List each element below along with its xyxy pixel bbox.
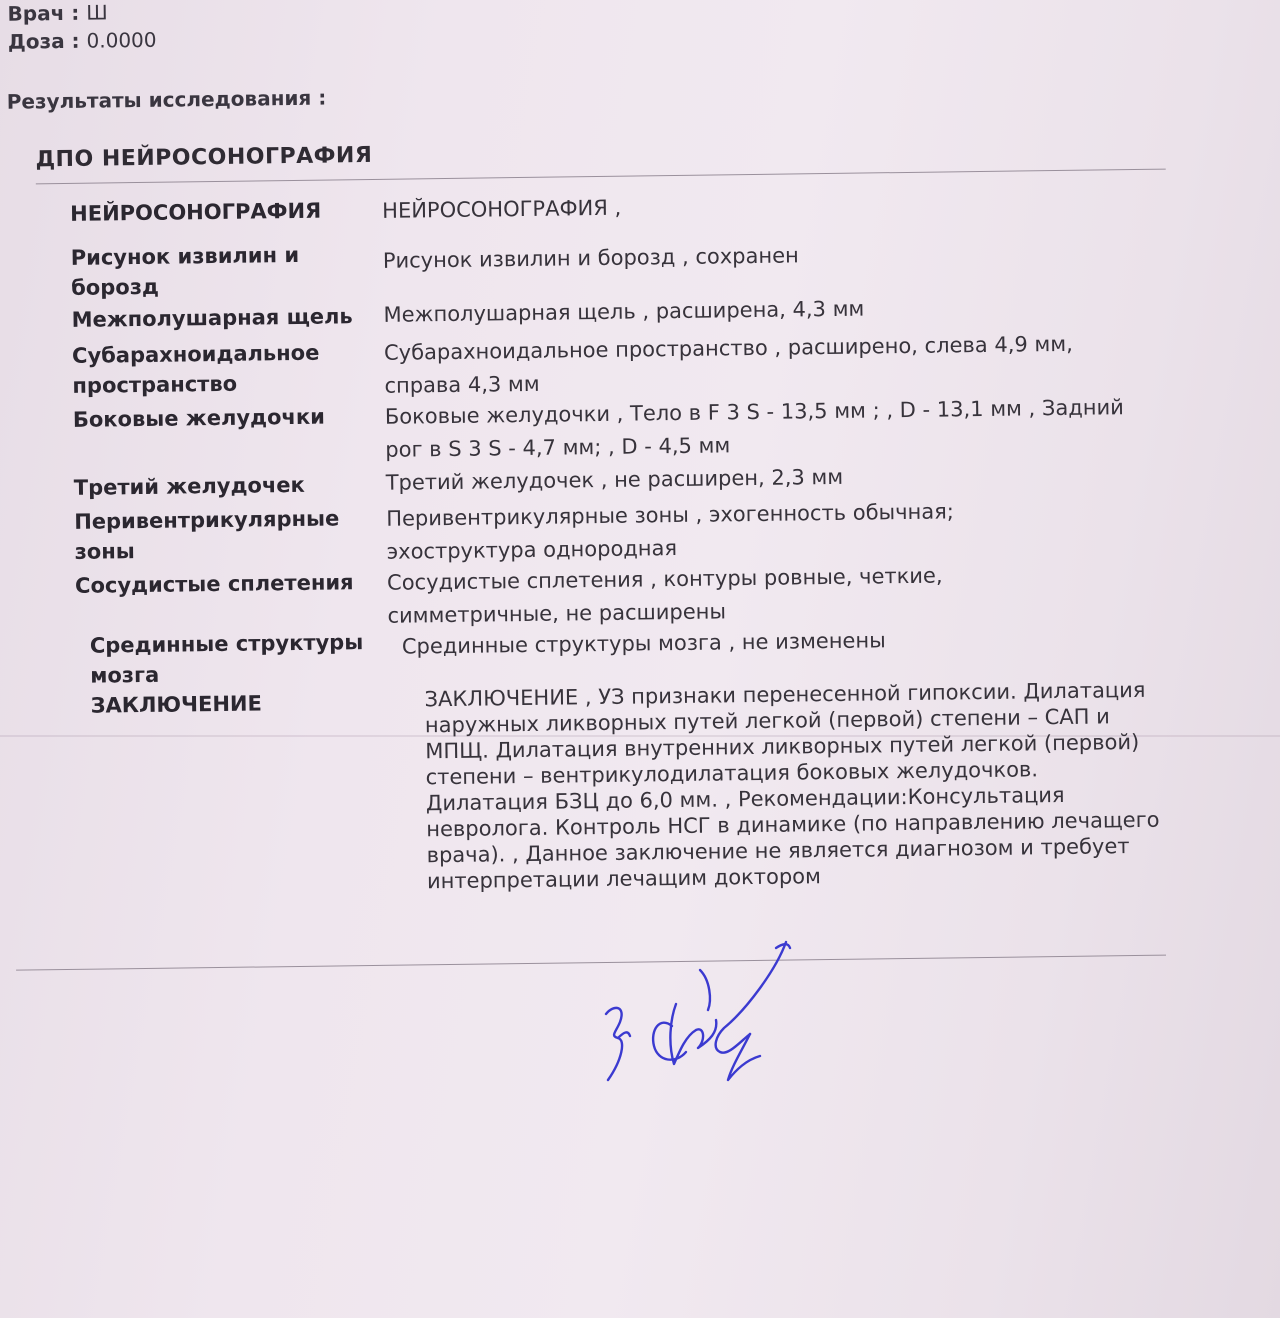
section-title: ДПО НЕЙРОСОНОГРАФИЯ [35, 142, 373, 173]
row-label: Боковые желудочки [72, 404, 325, 432]
row-label: Сосудистые сплетения [74, 570, 354, 598]
dose-label: Доза : [7, 28, 80, 54]
row-label: Перивентрикулярные зоны [74, 506, 340, 564]
top-divider [36, 169, 1166, 185]
results-title: Результаты исследования : [6, 85, 327, 114]
row-label: Субарахноидальное пространство [71, 340, 320, 398]
row-label: Межполушарная щель [71, 304, 353, 332]
row-value: Межполушарная щель , расширена, 4,3 мм [383, 296, 865, 327]
bottom-divider [16, 955, 1166, 971]
row-neurosonography [70, 185, 1170, 226]
dose-value: 0.0000 [86, 27, 157, 53]
doctor-value: Ш [86, 0, 108, 25]
row-value: ЗАКЛЮЧЕНИЕ , УЗ признаки перенесенной гипоксии. Дилатация наружных ликворных путей легкой (первой) степени – САП и МПЩ. Дилатация внутренних ликворных путей легкой (первой) степени – вентрикулодилатация боковых желудочков. Дилатация БЗЦ до 6,0 мм. , Рекомендации:Консультация невролога. Контроль НСГ в динамике (по направлению лечащего врача). , Данное заключение не является диагнозом и требует интерпретации лечащим доктором [424, 677, 1160, 894]
doctor-line [7, 0, 107, 25]
signature [600, 940, 800, 1090]
row-label: Рисунок извилин и борозд [70, 242, 300, 300]
row-value: Субарахноидальное пространство , расширено, слева 4,9 мм, справа 4,3 мм [383, 331, 1073, 398]
row-value: Рисунок извилин и борозд , сохранен [382, 243, 799, 273]
row-label: Срединные структуры мозга [89, 630, 364, 688]
row-value: Сосудистые сплетения , контуры ровные, четкие, симметричные, не расширены [386, 563, 943, 628]
row-value: Срединные структуры мозга , не изменены [401, 628, 886, 659]
row-value: НЕЙРОСОНОГРАФИЯ , [382, 195, 622, 223]
row-value: Перивентрикулярные зоны , эхогенность обычная; эхоструктура однородная [386, 499, 955, 564]
row-label: НЕЙРОСОНОГРАФИЯ [70, 198, 322, 226]
row-value: Боковые желудочки , Тело в F 3 S - 13,5 мм ; , D - 13,1 мм , Задний рог в S 3 S - 4,7 мм; , D - 4,5 мм [384, 395, 1124, 462]
row-value: Третий желудочек , не расширен, 2,3 мм [385, 464, 844, 495]
dose-line [8, 28, 157, 54]
row-gyri-sulci [70, 229, 1171, 300]
row-label: ЗАКЛЮЧЕНИЕ [90, 691, 263, 718]
row-label: Третий желудочек [73, 472, 305, 500]
doctor-label: Врач : [7, 0, 80, 26]
